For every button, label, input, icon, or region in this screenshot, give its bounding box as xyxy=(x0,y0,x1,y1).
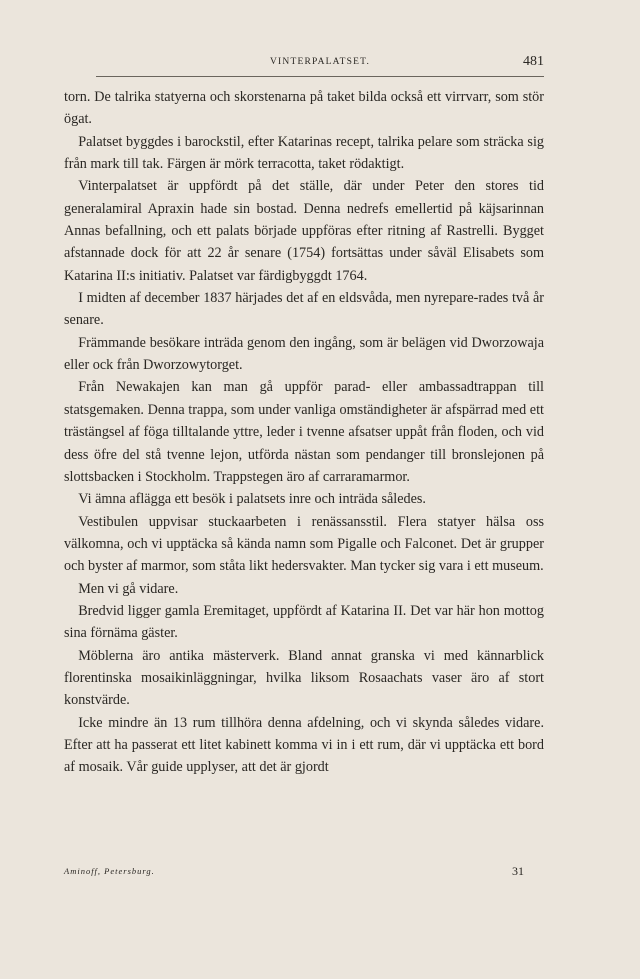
paragraph: I midten af december 1837 härjades det af en eldsvåda, men nyrepare-rades två år senare. xyxy=(64,290,544,329)
paragraph: Möblerna äro antika mästerverk. Bland annat granska vi med kännarblick florentinska mosaikinläggningar, hvilka liksom Rosaachats vaser äro af stort konstvärde. xyxy=(64,647,544,709)
printer-imprint: Aminoff, Petersburg. xyxy=(64,866,155,876)
paragraph: Främmande besökare inträda genom den ingång, som är belägen vid Dworzowaja eller ock från Dworzowytorget. xyxy=(64,334,544,374)
paragraph: Vinterpalatset är uppfördt på det ställe, där under Peter den stores tid generalamiral Apraxin hade sin bostad. Denna nedrefs emellertid på käjsarinnan Annas befallning, och ett palats började uppföras efter ritning af Rastrelli. Bygget afstannade dock för att 22 år senare (1754) fortsättas under såväl Elisabets som Katarina II:s initiativ. Palatset var färdigbyggdt 1764. xyxy=(64,178,544,284)
paragraph: torn. De talrika statyerna och skorstenarna på taket bilda också ett virrvarr, som stör ögat. xyxy=(64,89,544,128)
header-rule xyxy=(96,76,544,77)
signature-mark: 31 xyxy=(512,864,524,878)
paragraph: Icke mindre än 13 rum tillhöra denna afdelning, och vi skynda således vidare. Efter att ha passerat ett litet kabinett komma vi in i ett rum, där vi upptäcka ett bord af mosaik. Vår guide upplyser, att det är gjordt xyxy=(64,714,544,776)
paragraph: Bredvid ligger gamla Eremitaget, uppfördt af Katarina II. Det var här hon mottog sina förnäma gäster. xyxy=(64,602,544,642)
paragraph: Vestibulen uppvisar stuckaarbeten i renässansstil. Flera statyer hälsa oss välkomna, och vi upptäcka så kända namn som Pigalle och Falconet. Det är grupper och byster af marmor, som ståta likt hedersvakter. Man tycker sig vara i ett museum. xyxy=(64,513,544,575)
paragraph: Men vi gå vidare. xyxy=(78,580,179,597)
paragraph: Palatset byggdes i barockstil, efter Katarinas recept, talrika pelare som sträcka sig från mark till tak. Färgen är mörk terracotta, taket rödaktigt. xyxy=(64,133,544,173)
page-number: 481 xyxy=(523,54,544,69)
page-footer xyxy=(64,864,524,884)
running-head xyxy=(96,54,544,74)
running-title: VINTERPALATSET. xyxy=(269,57,371,67)
paragraph: Från Newakajen kan man gå uppför parad- eller ambassadtrappan till statsgemaken. Denna trappa, som under vanliga omständigheter är afspärrad med ett trästängsel af föga tilltalande yttre, leder i tvenne afsatser uppåt från floden, och vid dess öfre del stå tvenne lejon, utförda nästan som pendanger till bronslejonen på slottsbacken i Stockholm. Trappstegen äro af carraramarmor. xyxy=(64,379,544,485)
body-text xyxy=(64,86,544,779)
paragraph: Vi ämna aflägga ett besök i palatsets inre och inträda således. xyxy=(78,491,426,508)
